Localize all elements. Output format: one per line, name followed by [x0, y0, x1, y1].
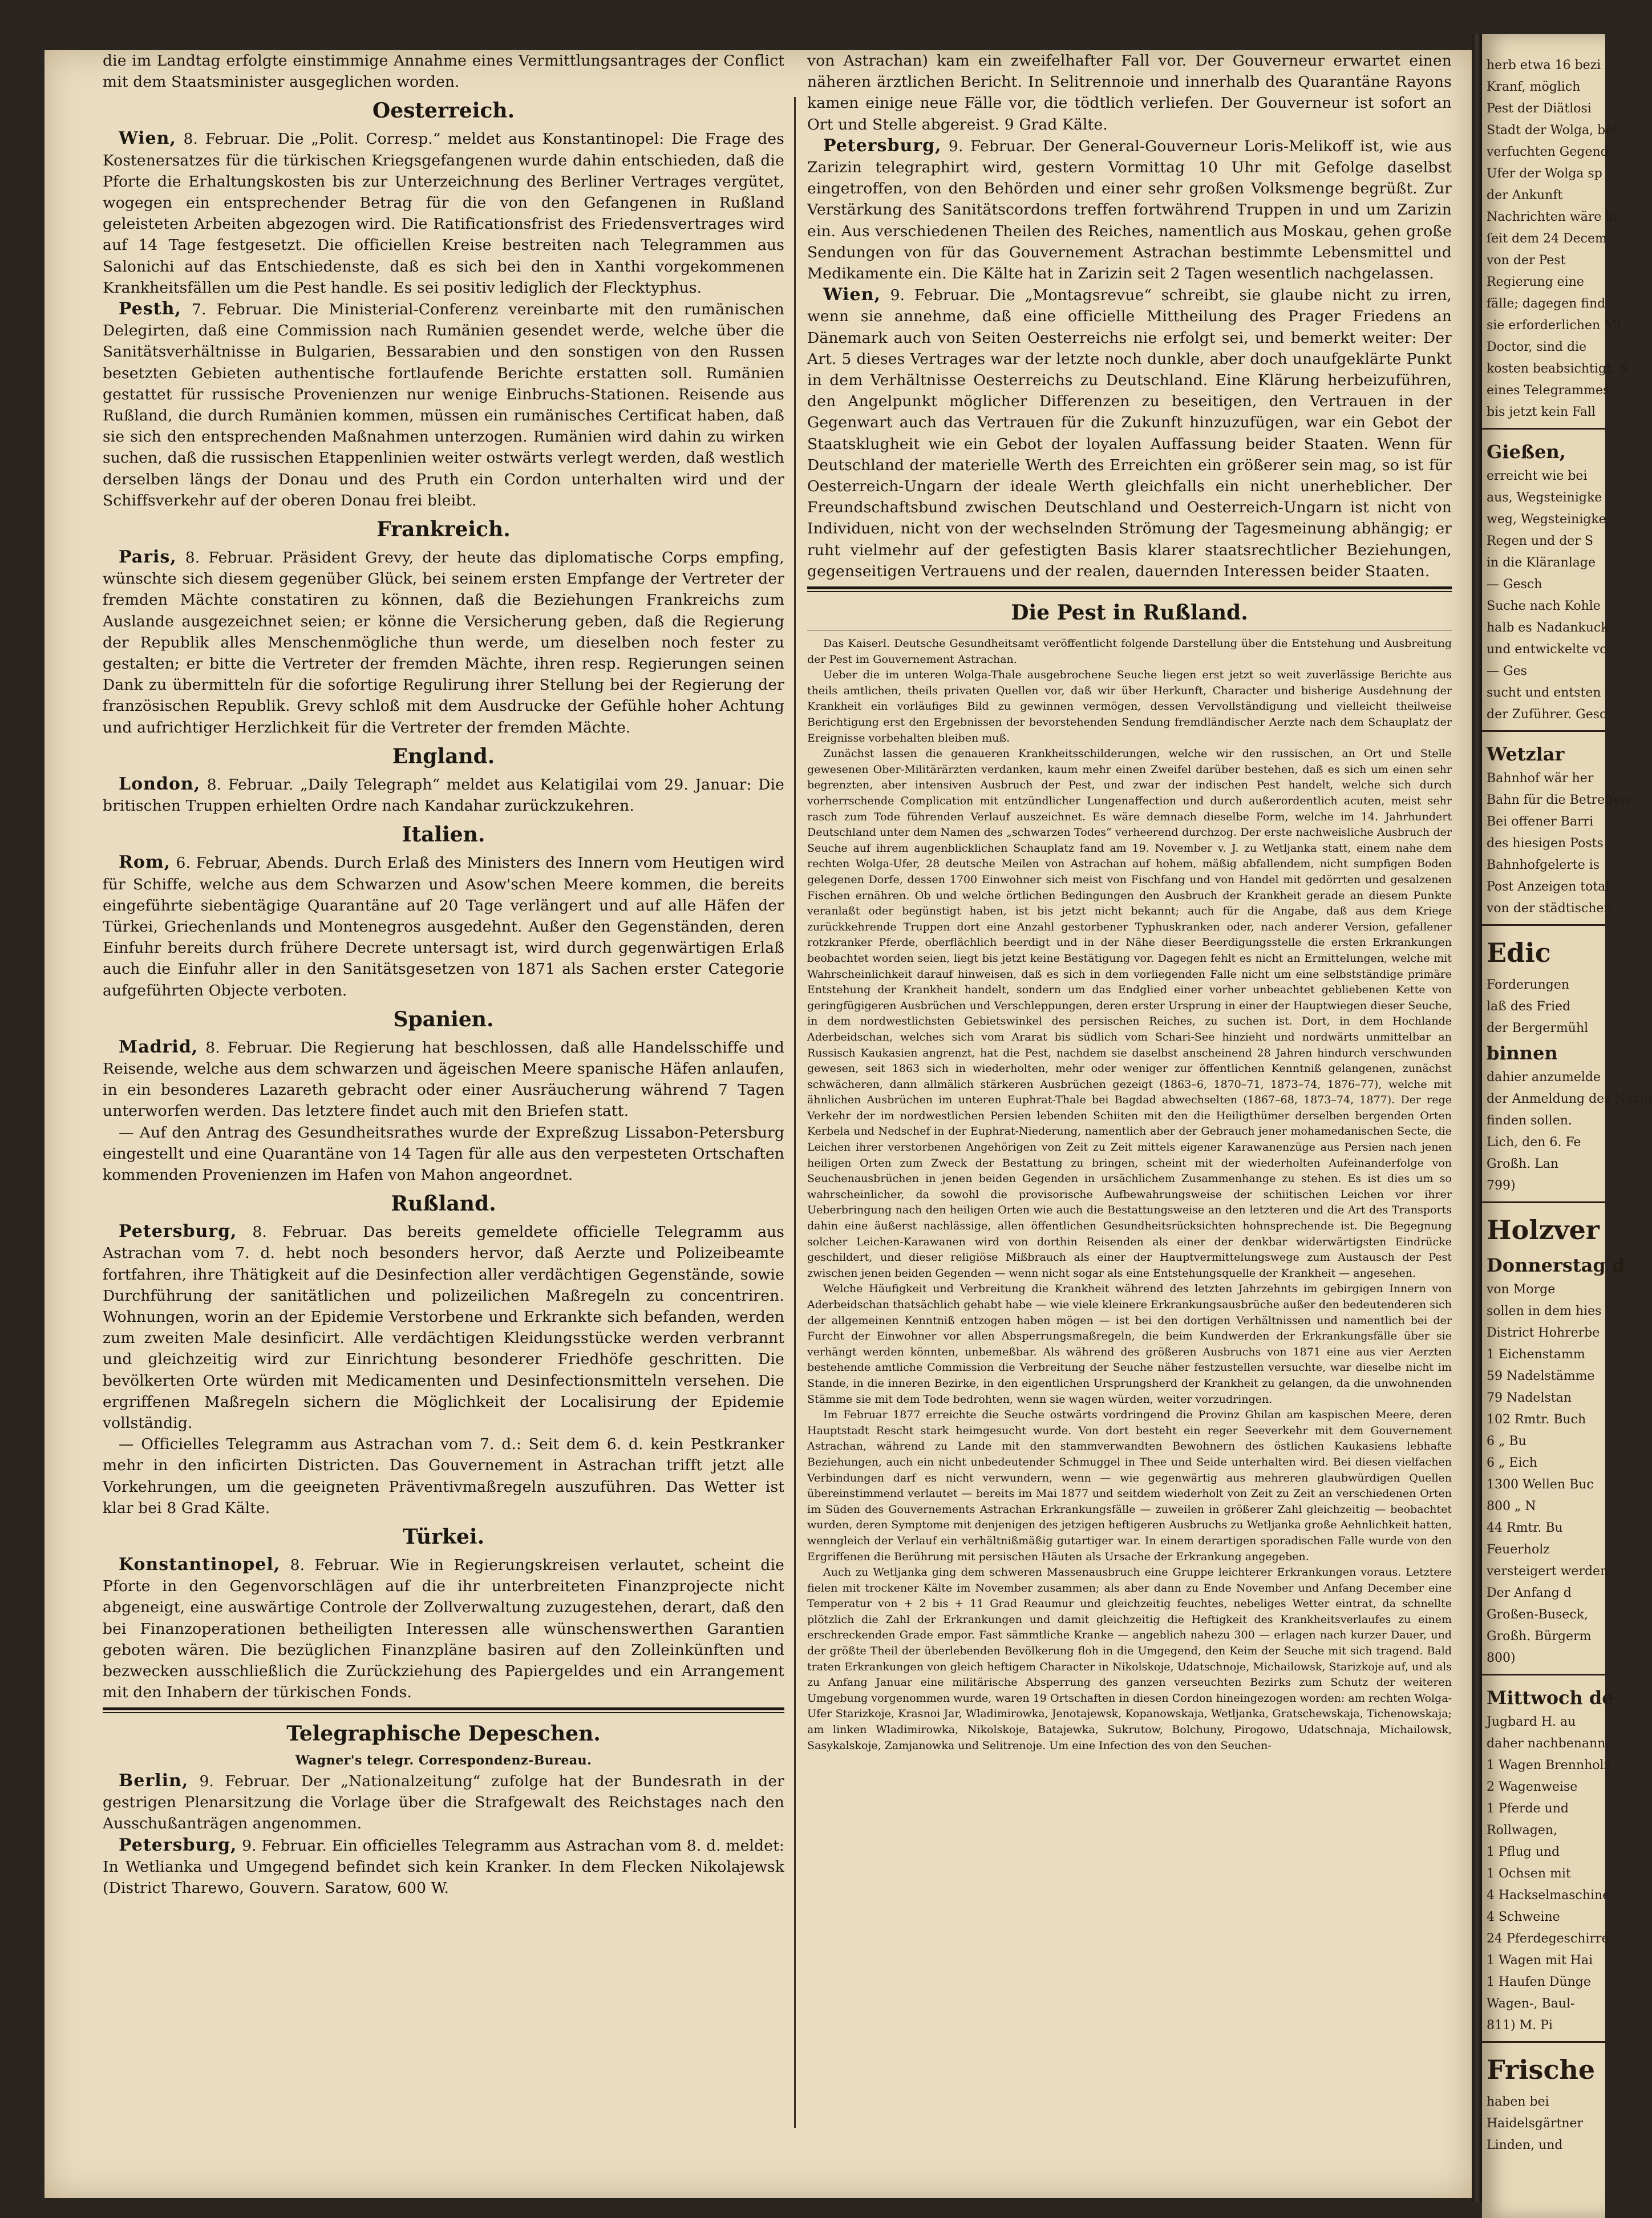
left-column [103, 50, 784, 1899]
adjacent-page-text: 4 Hackselmaschine [1487, 1888, 1610, 1903]
adjacent-page-text: 44 Rmtr. Bu [1487, 1521, 1563, 1535]
adjacent-page-text: des hiesigen Posts [1487, 836, 1604, 851]
news-item [103, 852, 784, 1001]
adjacent-page-text: 24 Pferdegeschirre [1487, 1932, 1609, 1946]
news-item [103, 774, 784, 816]
plague-paragraph: Ueber die im unteren Wolga-Thale ausgebrochene Seuche liegen erst jetzt so weit zuverlässige Berichte aus theils amtlichen, theils privaten Quellen vor, daß wir über Herkunft, Character und bisherige Ausdehnung der Krankheit ein vorläufiges Bild zu gewinnen vermögen, dessen Vervollständigung und vielleicht theilweise Berichtigung erst den Ergebnissen der bevorstehenden Sendung fremdländischer Aerzte nach dem Schauplatz der Ereignisse vorbehalten bleiben muß. [807, 669, 1452, 744]
adjacent-page-text: 1 Eichenstamm [1487, 1347, 1585, 1362]
adjacent-page-text: von der städtischen [1487, 901, 1612, 916]
book-spine [1472, 34, 1482, 2202]
adjacent-page-text: Großh. Lan [1487, 1157, 1559, 1171]
adjacent-page-text: daher nachbenann [1487, 1737, 1606, 1751]
adjacent-page-text: Jugbard H. au [1487, 1715, 1576, 1729]
news-item [103, 128, 784, 298]
adjacent-page-text: Linden, und [1487, 2138, 1563, 2152]
news-text: 9. Februar. Die „Montagsrevue“ schreibt, sie glaube nicht zu irren, wenn sie annehme, daß eine officielle Mittheilung des Prager Friedens an Dänemark auch von Seiten Oesterreichs nie erfolgt sei, und bemerkt weiter: Der Art. 5 dieses Vertrages war der letzte noch dunkle, aber doch unaufgeklärte Punkt in dem Verhältnisse Oesterreichs zu Deutschland. Eine Klärung herbeizuführen, den Angelpunkt möglicher Differenzen zu beseitigen, den Vertrauen in der Gegenwart auch das Vertrauen für die Zukunft hinzuzufügen, war ein Gebot der Staatsklugheit wie ein Gebot der loyalen Auffassung beider Staaten. Wenn für Deutschland der materielle Werth des Erreichten ein größerer sein mag, so ist für Oesterreich-Ungarn der ideale Werth gleichfalls ein nicht unerheblicher. Der Freundschaftsbund zwischen Deutschland und Oesterreich-Ungarn ist nicht von Individuen, nicht von der wechselnden Strömung der Tagesmeinung abhängig; er ruht vielmehr auf der gefestigten Basis klarer staatsrechtlicher Beziehungen, gegenseitigen Vertrauens und der realen, dauernden Interessen beider Staaten. [807, 286, 1452, 580]
adjacent-page-text: 1 Haufen Dünge [1487, 1975, 1591, 1989]
section-heading: Rußland. [391, 1192, 496, 1216]
news-item [103, 1554, 784, 1703]
news-dateline: Konstantinopel, [119, 1554, 281, 1575]
adjacent-page-text: der Ankunft [1487, 188, 1563, 203]
adjacent-page-text: Regierung eine [1487, 275, 1584, 289]
telegraph-dateline: Berlin, [119, 1770, 189, 1791]
adjacent-page-text: Doctor, sind die [1487, 340, 1587, 354]
adjacent-page-text: 799) [1487, 1179, 1516, 1193]
news-dateline: Pesth, [119, 299, 181, 319]
telegraph-title: Telegraphische Depeschen. [286, 1721, 601, 1746]
adjacent-page-text: fälle; dagegen find [1487, 297, 1606, 311]
plague-title-rule [807, 630, 1452, 631]
adjacent-page-text: sie erforderlichen Mi [1487, 318, 1621, 333]
adjacent-page-text: 800) [1487, 1651, 1516, 1665]
telegraph-text: 9. Februar. Der „Nationalzeitung“ zufolge hat der Bundesrath in der gestrigen Plenarsitzung die Vorlage über die Strafgewalt des Reichstages nach den Ausschußanträgen angenommen. [103, 1772, 784, 1833]
adjacent-page-text: 79 Nadelstan [1487, 1391, 1572, 1405]
adjacent-page-text: Lich, den 6. Fe [1487, 1135, 1581, 1150]
adjacent-page-text: — Ges [1487, 664, 1527, 678]
adjacent-page-text: Nachrichten wäre bi [1487, 210, 1618, 224]
adjacent-page-text: finden sollen. [1487, 1114, 1572, 1128]
adjacent-page-text: herb etwa 16 bezi [1487, 58, 1601, 72]
adjacent-page-text: 811) M. Pi [1487, 2018, 1553, 2033]
column-divider [794, 97, 796, 2128]
adjacent-page-text: 1 Ochsen mit [1487, 1867, 1571, 1881]
news-dateline: Petersburg, [823, 135, 942, 156]
adjacent-page-text: 102 Rmtr. Buch [1487, 1412, 1586, 1427]
adjacent-page-text: Donnerstag d [1487, 1254, 1625, 1276]
section-heading: Frankreich. [376, 517, 511, 542]
adjacent-page-text: 1 Wagen Brennholz [1487, 1758, 1611, 1772]
section-heading: Oesterreich. [372, 99, 515, 123]
telegraph-rule-thin [103, 1712, 784, 1713]
adjacent-page-text: Bahn für die Betreffen [1487, 793, 1629, 807]
news-dateline: Wien, [823, 285, 881, 305]
adjacent-page-text: sucht und entsten [1487, 686, 1601, 700]
adjacent-page-text: — Gesch [1487, 577, 1542, 592]
adjacent-page-text: Großen-Buseck, [1487, 1608, 1588, 1622]
news-item [807, 135, 1452, 284]
news-dateline: Madrid, [119, 1037, 199, 1057]
adjacent-page-text: versteigert werden [1487, 1564, 1609, 1578]
adjacent-page-text: Post Anzeigen total [1487, 880, 1610, 894]
adjacent-page-text: der Zuführer. Gesc [1487, 707, 1607, 722]
adjacent-page-text: binnen [1487, 1042, 1558, 1064]
news-dateline: Rom, [119, 852, 171, 873]
news-text: 8. Februar. Das bereits gemeldete officielle Telegramm aus Astrachan vom 7. d. hebt noch besonders hervor, daß Aerzte und Polizeibeamte fortfahren, ihre Thätigkeit auf die Desinfection aller verdächtigen Gegenstände, sowie Durchführung der sanitätlichen und polizeilichen Maßregeln zu concentriren. Wohnungen, worin an der Epidemie Verstorbene und Erkrankte sich befanden, werden zum zweiten Male desinficirt. Alle verdächtigen Kleidungsstücke werden verbrannt und gleichzeitig wird zur Einrichtung besonderer Friedhöfe geschritten. Die bevölkerten Orte würden mit Medicamenten und Desinfectionsmitteln versehen. Die ergriffenen Maßregeln sichern die Möglichkeit der Localisirung der Epidemie vollständig. [103, 1223, 784, 1432]
adjacent-page-text: aus, Wegsteinigke [1487, 491, 1602, 505]
plague-article-body [807, 636, 1452, 1754]
adjacent-page-text: halb es Nadankuck [1487, 621, 1609, 635]
adjacent-page-rule [1482, 1674, 1605, 1675]
adjacent-page-rule [1482, 2041, 1605, 2043]
section-heading: Italien. [402, 823, 485, 847]
adjacent-page-text: 1 Pflug und [1487, 1845, 1560, 1859]
telegraph-rule-thick [103, 1707, 784, 1710]
telegraph-item [103, 1770, 784, 1835]
adjacent-page-text: 800 „ N [1487, 1499, 1536, 1513]
adjacent-page-text: ſeit dem 24 Decem [1487, 232, 1607, 246]
adjacent-page-text: Gießen, [1487, 441, 1566, 463]
adjacent-page-rule [1482, 428, 1605, 430]
adjacent-page-edge [1482, 34, 1652, 2218]
section-heading: England. [392, 744, 495, 768]
adjacent-page-text: verfuchten Gegend [1487, 145, 1609, 159]
adjacent-page-text: Forderungen [1487, 978, 1570, 992]
adjacent-page-text: Holzver [1487, 1215, 1600, 1245]
plague-paragraph: Im Februar 1877 erreichte die Seuche ostwärts vordringend die Provinz Ghilan am kaspischen Meere, deren Hauptstadt Rescht stark heimgesucht wurde. Von dort besteht ein reger Seeverkehr mit dem Gouvernement Astrachan, während zu Lande mit den stammverwandten Bewohnern des östlichen Kaukasiens lebhafte Beziehungen, auch ein nicht unbedeutender Schmuggel in Thee und Seide unterhalten wird. Bei diesen vielfachen Verbindungen darf es nicht verwundern, wenn — wie gegenwärtig aus mehreren glaubwürdigen Quellen übereinstimmend verlautet — bereits im Mai 1877 und seitdem wiederholt von Zeit zu Zeit an verschiedenen Orten im Süden des Gouvernements Astrachan Erkrankungsfälle — zuweilen in größerer Zahl gleichzeitig — beobachtet wurden, deren Symptome mit denjenigen des jetzigen heftigeren Ausbruchs zu Wetljanka große Aehnlichkeit hatten, wenngleich der Verlauf ein verhältnißmäßig gutartiger war. In einem derartigen sporadischen Falle wurde von den Ergriffenen die Berührung mit persischen Häuten als Ursache der Erkrankung angegeben. [807, 1408, 1452, 1563]
adjacent-page-text: Bei offener Barri [1487, 815, 1594, 829]
adjacent-page-text: 4 Schweine [1487, 1910, 1560, 1924]
adjacent-page-text: 1 Wagen mit Hai [1487, 1953, 1593, 1968]
adjacent-page-text: eines Telegrammes [1487, 383, 1610, 398]
news-item [103, 547, 784, 738]
adjacent-page-rule [1482, 730, 1605, 732]
news-dateline: Wien, [119, 128, 176, 149]
adjacent-page-text: 6 „ Bu [1487, 1434, 1527, 1448]
news-paragraph: die im Landtag erfolgte einstimmige Annahme eines Vermittlungsantrages der Conflict mit dem Staatsminister ausgeglichen worden. [103, 52, 784, 91]
section-rule-thick [807, 586, 1452, 589]
news-item [103, 1037, 784, 1122]
adjacent-page-text: kosten beabsichtigt. S [1487, 362, 1628, 376]
plague-paragraph: Welche Häufigkeit und Verbreitung die Krankheit während des letzten Jahrzehnts im gebirgigen Innern von Aderbeidschan thatsächlich gehabt habe — wie viele kleinere Erkrankungsausbrüche außer den bedeutenderen sich der allgemeinen Kenntniß entzogen haben mögen — ist bei den dortigen Verhältnissen und namentlich bei der Furcht der Einwohner vor allen Absperrungsmaßregeln, die beim Kundwerden der Erkrankungsfälle über sie verhängt werden könnten, unbemeßbar. Als während des größeren Ausbruchs von 1871 eine aus vier Aerzten bestehende amtliche Commission die Verbreitung der Seuche näher festzustellen versuchte, war dieselbe nicht im Stande, in die inneren Bezirke, in den eigentlichen Ursprungsherd der Krankheit zu gelangen, da die unwohnenden Stämme sie mit dem Tode bedrohten, wenn sie wagen würden, weiter vorzudringen. [807, 1282, 1452, 1406]
news-text: 8. Februar. Präsident Grevy, der heute das diplomatische Corps empfing, wünschte sich diesem gegenüber Glück, bei seinem ersten Empfange der Vertreter der fremden Mächte constatiren zu können, daß die Beziehungen Frankreichs zum Auslande ausgezeichnet seien; er könne die Versicherung geben, daß die Regierung der Republik alles Menschenmögliche thun werde, um dieselben noch fester zu gestalten; er bitte die Vertreter der fremden Mächte, ihren resp. Regierungen seinen Dank zu übermitteln für die sofortige Regulirung ihrer Stellung bei der Regierung der französischen Republik. Grevy schloß mit dem Ausdrucke der Gefühle hoher Achtung und aufrichtiger Herzlichkeit für die Vertreter der fremden Mächte. [103, 549, 784, 736]
plague-paragraph: Zunächst lassen die genaueren Krankheitsschilderungen, welche wir den russischen, an Ort und Stelle gewesenen Ober-Militärärzten verdanken, kaum mehr einen Zweifel darüber bestehen, daß es sich um einen sehr begrenzten, aber intensiven Ausbruch der Pest, und zwar der indischen Pest handelt, welche sich durch vorherrschende Complication mit entzündlicher Lungenaffection und durch außerordentlich acuten, meist sehr rasch zum Tode führenden Verlauf auszeichnet. Es wäre demnach dieselbe Form, welche im 14. Jahrhundert Deutschland unter dem Namen des „schwarzen Todes“ verheerend durchzog. Der erste nachweisliche Ausbruch der Seuche auf ihrem augenblicklichen Schauplatz fand am 19. November v. J. zu Wetljanka statt, einem nahe dem rechten Wolga-Ufer, 28 deutsche Meilen von Astrachan auf hohem, mäßig abfallendem, nicht sumpfigen Boden gelegenen Dorfe, dessen 1700 Einwohner sich meist von Fischfang und von Handel mit gedörrten und gesalzenen Fischen ernähren. Ob und welche örtlichen Bedingungen den Ausbruch der Krankheit gerade an diesem Punkte veranlaßt oder begünstigt haben, ist bis jetzt nicht bekannt; auch für die Angabe, daß aus dem Kriege zurückkehrende Truppen dort eine Anzahl gestorbener Typhuskranken oder, nach anderer Version, gefallener rotzkranker Pferde, oberflächlich beerdigt und in der Nähe dieser Beerdigungsstelle die ersten Erkrankungen beobachtet worden seien, liegt bis jetzt keine Bestätigung vor. Dagegen fehlt es nicht an Ermittelungen, welche mit Wahrscheinlichkeit darauf hinweisen, daß es sich in dem vorliegenden Falle nicht um eine selbstständige primäre Entstehung der Krankheit handelt, sondern um das Endglied einer vorher unbeachtet gebliebenen Kette von geringfügigeren Ausbrüchen und Verschleppungen, deren erster Ursprung in einer der Hauptwiegen dieser Seuche, in dem nordwestlichsten Gebietswinkel des persischen Reiches, zu suchen ist. Dort, in dem Hochlande Aderbeidschan, welches sich vom Ararat bis südlich vom Schari-See hinzieht und nordwärts unmittelbar an Russisch Kaukasien angrenzt, hat die Pest, nachdem sie daselbst anscheinend 28 Jahren hindurch verschwunden gewesen, seit 1863 sich in wiederholten, mehr oder weniger zur öffentlichen Kenntniß gelangenen, zunächst schwächeren, dann allmälich stärkeren Ausbrüchen gezeigt (1863–6, 1870–71, 1873–74, 1876–77), welche mit ähnlichen Ausbrüchen im unteren Euphrat-Thale bei Bagdad abwechselten (1867–68, 1873–74, 1877). Der rege Verkehr der im nordwestlichen Persien lebenden Schiiten mit den die Heiligthümer derselben bergenden Orten Kerbela und Nedschef in der Euphrat-Niederung, namentlich aber der Gebrauch jener mohamedanischen Secte, die Leichen ihrer verstorbenen Angehörigen von Zeit zu Zeit mittels eigener Karawanenzüge aus Persien nach jenen heiligen Orten zum Zweck der Bestattung zu bringen, scheint mit der wiederholten Aufeinanderfolge von Seuchenausbrüchen in jenen beiden Gegenden in ursächlichem Zusammenhange zu stehen. Es ist dies um so wahrscheinlicher, da sowohl die provisorische Aufbewahrungsweise der schiitischen Leichen vor ihrer Ueberbringung nach den heiligen Orten wie auch die Bestattungsweise an den letzteren und die Art des Transports dahin eine äußerst nachlässige, allen öffentlichen Gesundheitsrücksichten hohnsprechende ist. Die Begegnung solcher Leichen-Karawanen wird von dorthin Reisenden als einer der denkbar widerwärtigsten Eindrücke geschildert, und dieser religiöse Mißbrauch als einer der Hauptvermittelungswege zum Austausch der Pest zwischen jenen beiden Gegenden — wenn nicht sogar als eine Entstehungsquelle der Krankheit — angesehen. [807, 747, 1452, 1280]
adjacent-page-text: der Bergermühl [1487, 1021, 1589, 1035]
adjacent-page-rule [1482, 1201, 1605, 1203]
adjacent-page-text: Pest der Diätlosi [1487, 102, 1592, 116]
adjacent-page-text: Stadt der Wolga, beſ [1487, 123, 1618, 137]
adjacent-page-text: Der Anfang d [1487, 1586, 1572, 1600]
section-heading: Spanien. [393, 1007, 494, 1031]
news-text: 6. Februar, Abends. Durch Erlaß des Ministers des Innern vom Heutigen wird für Schiffe, welche aus dem Schwarzen und Asow'schen Meere kommen, die bereits eingeführte siebentägige Quarantäne auf 20 Tage verlängert und auf alle Häfen der Türkei, Griechenlands und Montenegros ausgedehnt. Außer den Gegenständen, deren Einfuhr bereits durch frühere Decrete untersagt ist, wird durch gegenwärtigen Erlaß auch die Einfuhr aller in den Sanitätsgesetzen von 1871 als Sachen erster Categorie aufgeführten Objecte verboten. [103, 854, 784, 999]
news-dateline: Petersburg, [119, 1221, 237, 1242]
adjacent-page-text: Bahnhofgelerte is [1487, 858, 1600, 872]
adjacent-page-text: sollen in dem hies [1487, 1304, 1602, 1318]
section-rule-thin [807, 591, 1452, 592]
telegraph-item [103, 1835, 784, 1899]
adjacent-page-text: weg, Wegsteinigke [1487, 512, 1606, 527]
adjacent-page-text: laß des Fried [1487, 999, 1571, 1014]
adjacent-page-text: Mittwoch de [1487, 1687, 1614, 1709]
plague-paragraph: Auch zu Wetljanka ging dem schweren Massenausbruch eine Gruppe leichterer Erkrankungen voraus. Letztere fielen mit trockener Kälte im November zusammen; als aber dann zu Ende November und Anfang December eine Temperatur von + 2 bis + 11 Grad Reaumur und gleichzeitig feuchtes, nebeliges Wetter eintrat, da schnellte plötzlich die Zahl der Erkrankungen und damit gleichzeitig die Heftigkeit des Krankheitsverlaufes zu einem erschreckenden Grade empor. Fast sämmtliche Kranke — angeblich nahezu 300 — erlagen nach kurzer Dauer, und der größte Theil der überlebenden Bevölkerung floh in die Umgegend, den Keim der Seuche mit sich tragend. Bald traten Erkrankungen von gleich heftigem Character in Nikolskoje, Udatschnoje, Michailowsk, Starizkoje auf, und als zu Anfang Januar eine militärische Absperrung des ganzen verseuchten Bezirks zum Schutz der weiteren Umgebung vorgenommen wurde, waren 19 Ortschaften in diesen Cordon hineingezogen worden: am rechten Wolga-Ufer Starizkoje, Krasnoi Jar, Wladimirowka, Jenotajewsk, Kopanowskaja, Wetljanka, Gratschewskaja, Tichenowskaja; am linken Wladimirowka, Nikolskoje, Batajewka, Sukrutow, Bolchuny, Pirogowo, Udatschnaja, Michailowsk, Sasykalskoje, Zamjanowka und Selitrenoje. Um eine Infection des von den Seuchen- [807, 1566, 1452, 1752]
right-column-news [807, 50, 1452, 582]
telegraph-subtitle: Wagner's telegr. Correspondenz-Bureau. [295, 1752, 592, 1768]
adjacent-page-text: Suche nach Kohle [1487, 599, 1601, 613]
news-paragraph: — Officielles Telegramm aus Astrachan vom 7. d.: Seit dem 6. d. kein Pestkranker mehr in den inficirten Districten. Das Gouvernement in Astrachan trifft jetzt alle Vorkehrungen, um die geeigneten Präventivmaßregeln auszuführen. Das Wetter ist klar bei 8 Grad Kälte. [103, 1435, 784, 1517]
news-text: 8. Februar. „Daily Telegraph“ meldet aus Kelatigilai vom 29. Januar: Die britischen Truppen erhielten Ordre nach Kandahar zurückzukehren. [103, 775, 784, 815]
news-text: 8. Februar. Die „Polit. Corresp.“ meldet aus Konstantinopel: Die Frage des Kostenersatzes für die türkischen Kriegsgefangenen wurde dahin entschieden, daß die Pforte die Erhaltungskosten bis zur Unterzeichnung des Berliner Vertrages vergütet, wogegen ein entsprechender Betrag für die von den Gefangenen in Rußland geleisteten Arbeiten abgezogen wird. Die Ratificationsfrist des Friedensvertrages wird auf 14 Tage festgesetzt. Die officiellen Kreise bestreiten nach Telegrammen aus Salonichi auf das Entschiedenste, daß es sich bei den in Xanthi vorgekommenen Krankheitsfällen um die Pest handle. Es sei positiv lediglich der Flecktyphus. [103, 130, 784, 297]
adjacent-page-text: Wetzlar [1487, 743, 1565, 765]
news-paragraph: — Auf den Antrag des Gesundheitsrathes wurde der Expreßzug Lissabon-Petersburg eingestellt und eine Quarantäne von 14 Tagen für alle aus den verpesteten Ortschaften kommenden Provenienzen im Hafen von Mahon angeordnet. [103, 1123, 784, 1184]
news-item [103, 298, 784, 511]
news-item [807, 284, 1452, 582]
adjacent-page-text: dahier anzumelde [1487, 1070, 1601, 1084]
news-text: 8. Februar. Wie in Regierungskreisen verlautet, scheint die Pforte in den Gegenvorschlägen auf die ihr unterbreiteten Finanzprojecte nicht abgeneigt, eine auswärtige Controle der Zollverwaltung zuzugestehen, derart, daß den bei Finanzoperationen betheiligten Interessen alle wünschenswerthen Garantien geboten wären. Die bezüglichen Finanzpläne basiren auf den Zolleinkünften und bezwecken ausschließlich die Zurückziehung des Papiergeldes und ein Arrangement mit den Inhabern der türkischen Fonds. [103, 1556, 784, 1702]
adjacent-page-text: Wagen-, Baul- [1487, 1997, 1575, 2011]
section-heading: Türkei. [402, 1524, 485, 1549]
adjacent-page-text: 1 Pferde und [1487, 1802, 1569, 1816]
adjacent-page-text: Kranf, möglich [1487, 80, 1581, 94]
right-column [807, 50, 1452, 1754]
news-text: 7. Februar. Die Ministerial-Conferenz vereinbarte mit den rumänischen Delegirten, daß eine Commission nach Rumänien gesendet werde, welche über die Sanitätsverhältnisse in Bulgarien, Bessarabien und den sonstigen von den Russen besetzten Gebieten authentische fortlaufende Berichte erstatten soll. Rumänien gestattet für russische Provenienzen nur wenige Einbruchs-Stationen. Reisende aus Rußland, die durch Rumänien kommen, müssen ein rumänisches Certificat haben, daß sie sich den entsprechenden Maßnahmen unterzogen. Rumänien wird dahin zu wirken suchen, daß die russischen Etappenlinien weiter ostwärts verlegt werden, daß westlich derselben längs der Donau und des Pruth ein Cordon unterhalten wird und der Schiffsverkehr auf der oberen Donau frei bleibt. [103, 301, 784, 509]
adjacent-page-text: Frische [1487, 2054, 1596, 2085]
news-text: 9. Februar. Der General-Gouverneur Loris-Melikoff ist, wie aus Zarizin telegraphirt wird, gestern Vormittag 10 Uhr mit Gefolge daselbst eingetroffen, von den Behörden und einer sehr großen Volksmenge begrüßt. Zur Verstärkung des Sanitätscordons treffen fortwährend Truppen in und um Zarizin ein. Aus verschiedenen Theilen des Reiches, namentlich aus Moskau, gehen große Sendungen von für das Gouvernement Astrachan bestimmte Lebensmittel und Medikamente ein. Die Kälte hat in Zarizin seit 2 Tagen wesentlich nachgelassen. [807, 137, 1452, 283]
adjacent-page-text: Rollwagen, [1487, 1823, 1558, 1837]
telegraph-dateline: Petersburg, [119, 1835, 237, 1855]
telegraph-text: 9. Februar. Ein officielles Telegramm aus Astrachan vom 8. d. meldet: In Wetlianka und Umgegend befindet sich kein Kranker. In dem Flecken Nikolajewsk (District Tharewo, Gouvern. Saratow, 600 W. [103, 1836, 784, 1897]
news-item [103, 1221, 784, 1434]
adjacent-page-text: 2 Wagenweise [1487, 1780, 1578, 1794]
adjacent-page-text: Regen und der S [1487, 534, 1593, 548]
adjacent-page-text: von der Pest [1487, 253, 1566, 268]
adjacent-page-text: Feuerholz [1487, 1543, 1550, 1557]
news-dateline: London, [119, 774, 201, 794]
plague-paragraph: Das Kaiserl. Deutsche Gesundheitsamt veröffentlicht folgende Darstellung über die Entstehung und Ausbreitung der Pest im Gouvernement Astrachan. [807, 637, 1452, 666]
news-dateline: Paris, [119, 547, 177, 568]
adjacent-page-text: und entwickelte vo [1487, 642, 1608, 657]
adjacent-page-text: 1300 Wellen Buc [1487, 1478, 1594, 1492]
adjacent-page-text: Großh. Bürgerm [1487, 1629, 1592, 1644]
adjacent-page-text: haben bei [1487, 2095, 1549, 2109]
adjacent-page-text: Bahnhof wär her [1487, 771, 1594, 786]
adjacent-page-rule [1482, 924, 1605, 926]
adjacent-page-text: von Morge [1487, 1282, 1556, 1297]
adjacent-page-text: Haidelsgärtner [1487, 2116, 1584, 2131]
adjacent-page-text: 6 „ Eich [1487, 1456, 1537, 1470]
adjacent-page-text: Ufer der Wolga sp [1487, 167, 1602, 181]
news-text: 8. Februar. Die Regierung hat beschlossen, daß alle Handelsschiffe und Reisende, welche aus dem schwarzen und ägeischen Meere spanische Häfen anlaufen, in ein besonderes Lazareth gebracht oder einer Ausräucherung während 7 Tagen unterworfen werden. Das letztere findet auch mit den Briefen statt. [103, 1038, 784, 1120]
adjacent-page-text: District Hohrerbe [1487, 1326, 1600, 1340]
adjacent-page-text: in die Kläranlage [1487, 556, 1596, 570]
adjacent-page-text: 59 Nadelstämme [1487, 1369, 1595, 1383]
adjacent-page-text: der Anmeldung des Nachl [1487, 1092, 1652, 1106]
adjacent-page-text: erreicht wie bei [1487, 469, 1588, 483]
plague-article-title: Die Pest in Rußland. [1011, 600, 1248, 625]
adjacent-page-text: bis jetzt kein Fall [1487, 405, 1596, 419]
adjacent-page-text: Edic [1487, 937, 1551, 968]
news-paragraph: von Astrachan) kam ein zweifelhafter Fall vor. Der Gouverneur erwartet einen näheren ärztlichen Bericht. In Selitrennoie und innerhalb des Quarantäne Rayons kamen einige neue Fälle vor, die tödtlich verliefen. Der Gouverneur ist sofort an Ort und Stelle abgereist. 9 Grad Kälte. [807, 52, 1452, 133]
